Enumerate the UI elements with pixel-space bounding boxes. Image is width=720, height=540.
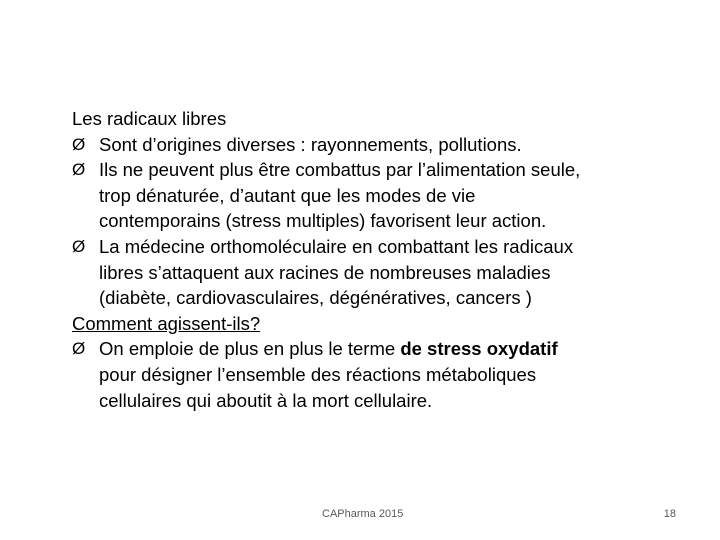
arrow-bullet-icon: Ø (72, 339, 86, 359)
arrow-bullet-icon: Ø (72, 236, 86, 256)
bullet-line: Ils ne peuvent plus être combattus par l’alimentation seule, (99, 159, 581, 181)
bullet-item (72, 336, 692, 413)
bullet-line (99, 336, 692, 362)
arrow-bullet-icon: Ø (72, 160, 86, 180)
bullet-line: (diabète, cardiovasculaires, dégénératives, cancers ) (99, 287, 532, 309)
arrow-bullet-icon: Ø (72, 134, 86, 154)
bullet-line-text: On emploie de plus en plus le terme (99, 338, 401, 360)
bullet-item (72, 234, 692, 311)
bullet-item (72, 157, 692, 234)
bullet-line: cellulaires qui aboutit à la mort cellulaire. (99, 389, 433, 411)
bullet-text (99, 234, 692, 311)
bullet-line: pour désigner l’ensemble des réactions métaboliques (99, 363, 537, 385)
bullet-item (72, 132, 692, 158)
bullet-text (99, 157, 692, 234)
bullet-line: La médecine orthomoléculaire en combattant les radicaux (99, 235, 574, 257)
bullet-line: contemporains (stress multiples) favorisent leur action. (99, 210, 547, 232)
bullet-text (99, 336, 692, 413)
bullet-line: libres s’attaquent aux racines de nombreuses maladies (99, 261, 551, 283)
emphasis-term: de stress oxydatif (400, 338, 558, 360)
bullet-line: Sont d’origines diverses : rayonnements, pollutions. (99, 133, 522, 155)
slide-number: 18 (663, 508, 676, 520)
slide-content (72, 106, 692, 413)
slide-subheading: Comment agissent-ils? (72, 312, 261, 334)
bullet-text (99, 132, 692, 158)
slide-heading: Les radicaux libres (72, 108, 227, 129)
bullet-line: trop dénaturée, d’autant que les modes de vie (99, 184, 476, 206)
footer-source: CAPharma 2015 (322, 508, 404, 520)
